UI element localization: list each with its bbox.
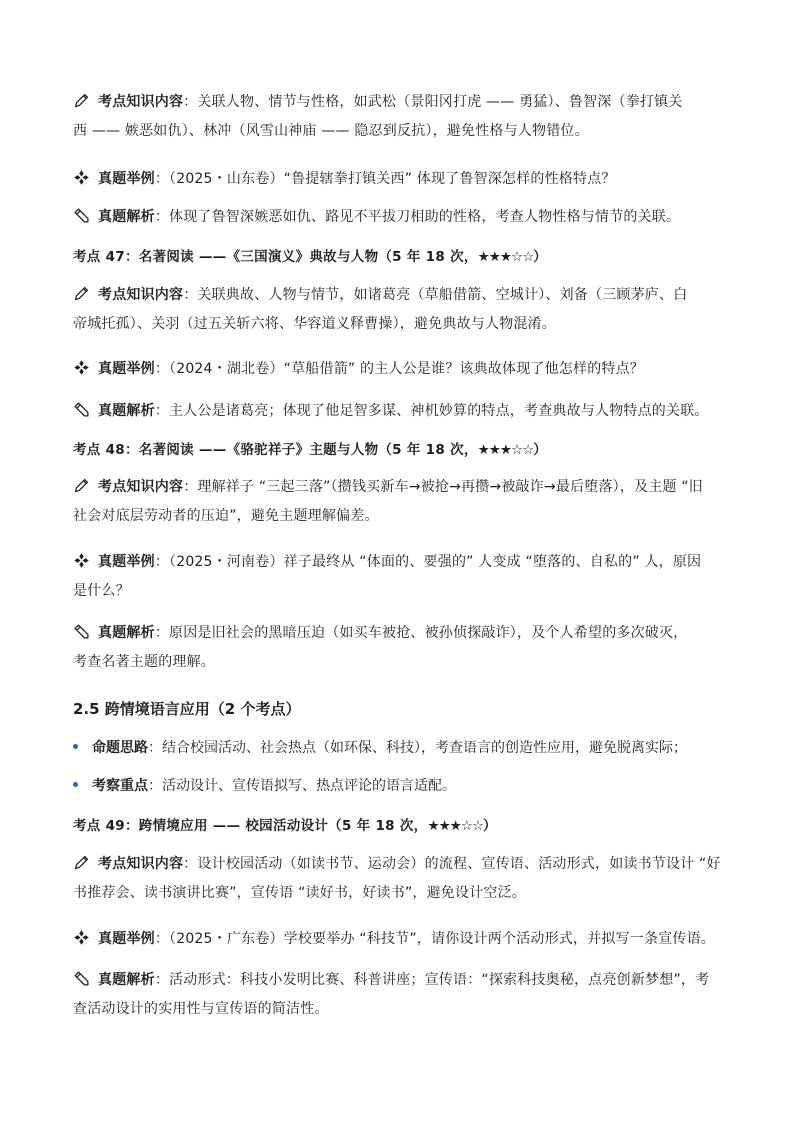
knowledge-content-block xyxy=(73,473,763,531)
topic-heading-48 xyxy=(73,440,547,460)
pencil-icon xyxy=(73,854,90,871)
block-text: 考查名著主题的理解。 xyxy=(73,654,215,670)
diamond-icon xyxy=(73,169,90,186)
block-text: ：设计校园活动（如读书节、运动会）的流程、宣传语、活动形式，如读书节设计 “好 xyxy=(183,856,721,872)
block-label: 考点知识内容 xyxy=(98,479,184,495)
exam-analysis-block xyxy=(73,397,763,426)
block-text: ：活动形式：科技小发明比赛、科普讲座；宣传语：“探索科技奥秘，点亮创新梦想”，考 xyxy=(154,972,710,988)
block-label: 真题举例 xyxy=(98,554,155,570)
block-text: 帝城托孤）、关羽（过五关斩六将、华容道义释曹操），避免典故与人物混淆。 xyxy=(73,316,556,332)
block-text: 查活动设计的实用性与宣传语的简洁性。 xyxy=(73,1001,329,1017)
pencil-icon xyxy=(73,970,90,987)
bullet-item xyxy=(73,737,687,759)
topic-heading-49 xyxy=(73,816,497,836)
block-label: 真题解析 xyxy=(98,972,155,988)
block-text: 是什么？ xyxy=(73,583,130,599)
block-label: 真题解析 xyxy=(98,403,155,419)
bullet-item xyxy=(73,775,456,797)
block-text: ：关联典故、人物与情节，如诸葛亮（草船借箭、空城计）、刘备（三顾茅庐、白 xyxy=(183,287,688,303)
block-text: ：关联人物、情节与性格，如武松（景阳冈打虎 —— 勇猛）、鲁智深（拳打镇关 xyxy=(183,94,683,110)
exam-example-block xyxy=(73,355,763,384)
bullet-label: 命题思路 xyxy=(92,740,148,756)
knowledge-content-block xyxy=(73,88,763,146)
exam-example-block xyxy=(73,925,763,954)
block-label: 真题解析 xyxy=(98,209,155,225)
exam-example-block xyxy=(73,165,763,194)
pencil-icon xyxy=(73,401,90,418)
block-label: 真题举例 xyxy=(98,171,155,187)
block-label: 考点知识内容 xyxy=(98,287,184,303)
star-rating: ★★★☆☆ xyxy=(427,818,483,834)
diamond-icon xyxy=(73,359,90,376)
block-text: ：主人公是诸葛亮；体现了他足智多谋、神机妙算的特点，考查典故与人物特点的关联。 xyxy=(154,403,709,419)
exam-analysis-block xyxy=(73,619,763,677)
diamond-icon xyxy=(73,929,90,946)
block-text: ：（2024・湖北卷）“草船借箭” 的主人公是谁？该典故体现了他怎样的特点？ xyxy=(154,361,644,377)
heading-text: 考点 48：名著阅读 ——《骆驼祥子》主题与人物（5 年 18 次， xyxy=(73,442,478,458)
block-text: 书推荐会、读书演讲比赛”，宣传语 “读好书，好读书”，避免设计空泛。 xyxy=(73,885,527,901)
block-text: 社会对底层劳动者的压迫”，避免主题理解偏差。 xyxy=(73,508,379,524)
block-label: 考点知识内容 xyxy=(98,856,184,872)
exam-example-block xyxy=(73,548,763,606)
pencil-icon xyxy=(73,92,90,109)
bullet-text: ：结合校园活动、社会热点（如环保、科技），考查语言的创造性应用，避免脱离实际； xyxy=(148,740,687,756)
section-heading: 2.5 跨情境语言应用（2 个考点） xyxy=(73,700,301,718)
pencil-icon xyxy=(73,623,90,640)
block-text: 西 —— 嫉恶如仇）、林冲（风雪山神庙 —— 隐忍到反抗），避免性格与人物错位。 xyxy=(73,123,589,139)
bullet-dot xyxy=(73,782,78,787)
block-text: ：（2025・河南卷）祥子最终从 “体面的、要强的” 人变成 “堕落的、自私的” 人，原因 xyxy=(154,554,702,570)
diamond-icon xyxy=(73,552,90,569)
block-text: ：（2025・山东卷）“鲁提辖拳打镇关西” 体现了鲁智深怎样的性格特点？ xyxy=(154,171,616,187)
pencil-icon xyxy=(73,285,90,302)
knowledge-content-block xyxy=(73,281,763,339)
block-label: 考点知识内容 xyxy=(98,94,184,110)
pencil-icon xyxy=(73,207,90,224)
heading-close: ） xyxy=(533,249,547,265)
bullet-text: ：活动设计、宣传语拟写、热点评论的语言适配。 xyxy=(148,778,456,794)
block-text: ：体现了鲁智深嫉恶如仇、路见不平拔刀相助的性格，考查人物性格与情节的关联。 xyxy=(154,209,681,225)
star-rating: ★★★☆☆ xyxy=(477,249,534,265)
bullet-label: 考察重点 xyxy=(92,778,148,794)
block-text: ：理解祥子 “三起三落”（攒钱买新车→被抢→再攒→被敲诈→最后堕落），及主题 “旧 xyxy=(183,479,703,495)
heading-text: 考点 49：跨情境应用 —— 校园活动设计（5 年 18 次， xyxy=(73,818,428,834)
exam-analysis-block xyxy=(73,203,763,232)
bullet-dot xyxy=(73,744,78,749)
topic-heading-47 xyxy=(73,247,547,267)
block-label: 真题解析 xyxy=(98,625,155,641)
heading-text: 考点 47：名著阅读 ——《三国演义》典故与人物（5 年 18 次， xyxy=(73,249,478,265)
heading-close: ） xyxy=(482,818,497,834)
block-text: ：（2025・广东卷）学校要举办 “科技节”，请你设计两个活动形式，并拟写一条宣传语。 xyxy=(154,931,715,947)
block-label: 真题举例 xyxy=(98,931,155,947)
star-rating: ★★★☆☆ xyxy=(477,442,534,458)
block-text: ：原因是旧社会的黑暗压迫（如买车被抢、被孙侦探敲诈），及个人希望的多次破灭， xyxy=(154,625,688,641)
block-label: 真题举例 xyxy=(98,361,155,377)
heading-close: ） xyxy=(533,442,547,458)
knowledge-content-block xyxy=(73,850,763,908)
pencil-icon xyxy=(73,477,90,494)
exam-analysis-block xyxy=(73,966,763,1024)
